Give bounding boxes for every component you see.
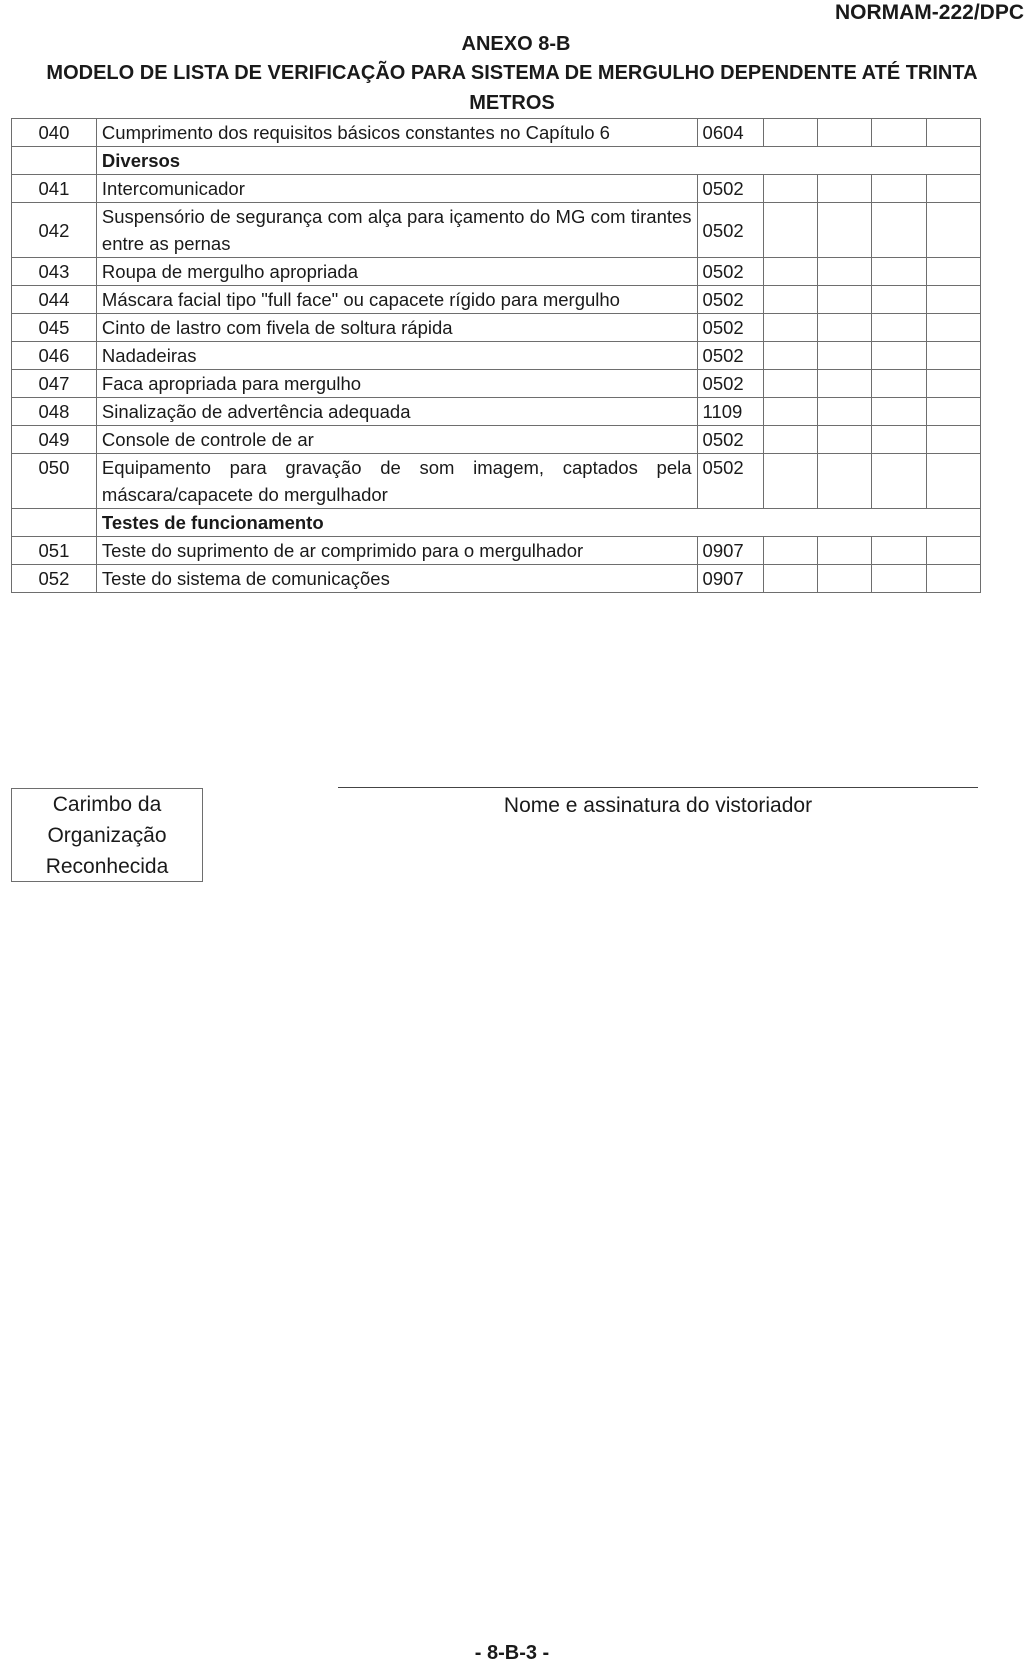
check-cell[interactable] <box>872 175 926 203</box>
item-description: Máscara facial tipo "full face" ou capacete rígido para mergulho <box>96 286 697 314</box>
check-cell[interactable] <box>872 342 926 370</box>
item-number: 050 <box>12 454 97 509</box>
section-label: Diversos <box>96 147 980 175</box>
item-description: Nadadeiras <box>96 342 697 370</box>
checklist-table <box>11 118 981 593</box>
table-row <box>12 258 981 286</box>
table-row <box>12 286 981 314</box>
check-cell[interactable] <box>872 258 926 286</box>
table-row <box>12 203 981 258</box>
item-reference: 0502 <box>697 175 764 203</box>
check-cell[interactable] <box>872 398 926 426</box>
check-cell[interactable] <box>818 426 872 454</box>
check-cell[interactable] <box>764 286 818 314</box>
check-cell[interactable] <box>764 119 818 147</box>
check-cell[interactable] <box>926 203 980 258</box>
check-cell[interactable] <box>818 565 872 593</box>
table-section-row <box>12 147 981 175</box>
check-cell[interactable] <box>926 119 980 147</box>
check-cell[interactable] <box>872 426 926 454</box>
item-number: 044 <box>12 286 97 314</box>
item-description: Cinto de lastro com fivela de soltura rápida <box>96 314 697 342</box>
item-number: 046 <box>12 342 97 370</box>
section-empty-cell <box>12 147 97 175</box>
table-row <box>12 314 981 342</box>
check-cell[interactable] <box>872 537 926 565</box>
check-cell[interactable] <box>926 286 980 314</box>
stamp-label-line2: Organização <box>47 823 167 847</box>
check-cell[interactable] <box>926 314 980 342</box>
item-reference: 0502 <box>697 454 764 509</box>
check-cell[interactable] <box>764 314 818 342</box>
item-number: 040 <box>12 119 97 147</box>
check-cell[interactable] <box>818 119 872 147</box>
table-section-row <box>12 509 981 537</box>
item-reference: 0502 <box>697 342 764 370</box>
stamp-label-line1: Carimbo da <box>52 792 162 816</box>
item-reference: 0502 <box>697 286 764 314</box>
check-cell[interactable] <box>926 565 980 593</box>
page-number: - 8-B-3 - <box>474 1642 550 1664</box>
table-row <box>12 175 981 203</box>
item-reference: 0502 <box>697 314 764 342</box>
check-cell[interactable] <box>926 342 980 370</box>
check-cell[interactable] <box>764 175 818 203</box>
check-cell[interactable] <box>818 537 872 565</box>
item-description: Sinalização de advertência adequada <box>96 398 697 426</box>
check-cell[interactable] <box>764 370 818 398</box>
check-cell[interactable] <box>926 370 980 398</box>
item-description: Intercomunicador <box>96 175 697 203</box>
item-reference: 0502 <box>697 370 764 398</box>
check-cell[interactable] <box>926 454 980 509</box>
check-cell[interactable] <box>764 537 818 565</box>
check-cell[interactable] <box>818 314 872 342</box>
item-reference: 0502 <box>697 203 764 258</box>
check-cell[interactable] <box>818 370 872 398</box>
check-cell[interactable] <box>818 454 872 509</box>
check-cell[interactable] <box>764 398 818 426</box>
table-row <box>12 454 981 509</box>
item-description: Console de controle de ar <box>96 426 697 454</box>
check-cell[interactable] <box>926 426 980 454</box>
item-number: 042 <box>12 203 97 258</box>
item-reference: 1109 <box>697 398 764 426</box>
section-label: Testes de funcionamento <box>96 509 980 537</box>
item-description: Roupa de mergulho apropriada <box>96 258 697 286</box>
table-row <box>12 342 981 370</box>
check-cell[interactable] <box>818 203 872 258</box>
check-cell[interactable] <box>872 565 926 593</box>
stamp-label-line3: Reconhecida <box>45 854 169 878</box>
check-cell[interactable] <box>926 537 980 565</box>
title-block <box>0 30 1024 118</box>
item-description: Cumprimento dos requisitos básicos constantes no Capítulo 6 <box>96 119 697 147</box>
item-reference: 0502 <box>697 258 764 286</box>
table-row <box>12 398 981 426</box>
section-empty-cell <box>12 509 97 537</box>
check-cell[interactable] <box>926 258 980 286</box>
check-cell[interactable] <box>764 342 818 370</box>
document-code: NORMAM-222/DPC <box>834 1 1024 24</box>
check-cell[interactable] <box>818 258 872 286</box>
check-cell[interactable] <box>872 370 926 398</box>
check-cell[interactable] <box>872 314 926 342</box>
check-cell[interactable] <box>926 175 980 203</box>
check-cell[interactable] <box>764 426 818 454</box>
check-cell[interactable] <box>872 119 926 147</box>
table-row <box>12 426 981 454</box>
item-number: 041 <box>12 175 97 203</box>
stamp-box <box>11 788 203 882</box>
document-title: MODELO DE LISTA DE VERIFICAÇÃO PARA SISTEMA DE MERGULHO DEPENDENTE ATÉ TRINTA METROS <box>46 62 978 114</box>
table-row <box>12 370 981 398</box>
table-row <box>12 537 981 565</box>
check-cell[interactable] <box>818 342 872 370</box>
item-number: 052 <box>12 565 97 593</box>
item-number: 043 <box>12 258 97 286</box>
check-cell[interactable] <box>926 398 980 426</box>
item-description: Teste do suprimento de ar comprimido para o mergulhador <box>96 537 697 565</box>
annex-title: ANEXO 8-B <box>461 33 571 55</box>
item-reference: 0907 <box>697 565 764 593</box>
signature-line <box>338 787 978 788</box>
item-number: 045 <box>12 314 97 342</box>
check-cell[interactable] <box>764 565 818 593</box>
item-description: Suspensório de segurança com alça para içamento do MG com tirantes entre as pernas <box>96 203 697 258</box>
item-number: 048 <box>12 398 97 426</box>
check-cell[interactable] <box>818 175 872 203</box>
item-number: 051 <box>12 537 97 565</box>
check-cell[interactable] <box>764 454 818 509</box>
check-cell[interactable] <box>764 258 818 286</box>
table-row <box>12 119 981 147</box>
check-cell[interactable] <box>818 398 872 426</box>
item-number: 049 <box>12 426 97 454</box>
check-cell[interactable] <box>872 454 926 509</box>
signature-label: Nome e assinatura do vistoriador <box>503 794 813 817</box>
check-cell[interactable] <box>872 203 926 258</box>
item-description: Equipamento para gravação de som imagem, captados pela máscara/capacete do mergulhador <box>96 454 697 509</box>
item-reference: 0604 <box>697 119 764 147</box>
check-cell[interactable] <box>872 286 926 314</box>
check-cell[interactable] <box>764 203 818 258</box>
table-row <box>12 565 981 593</box>
item-description: Teste do sistema de comunicações <box>96 565 697 593</box>
item-reference: 0502 <box>697 426 764 454</box>
check-cell[interactable] <box>818 286 872 314</box>
item-reference: 0907 <box>697 537 764 565</box>
item-description: Faca apropriada para mergulho <box>96 370 697 398</box>
item-number: 047 <box>12 370 97 398</box>
